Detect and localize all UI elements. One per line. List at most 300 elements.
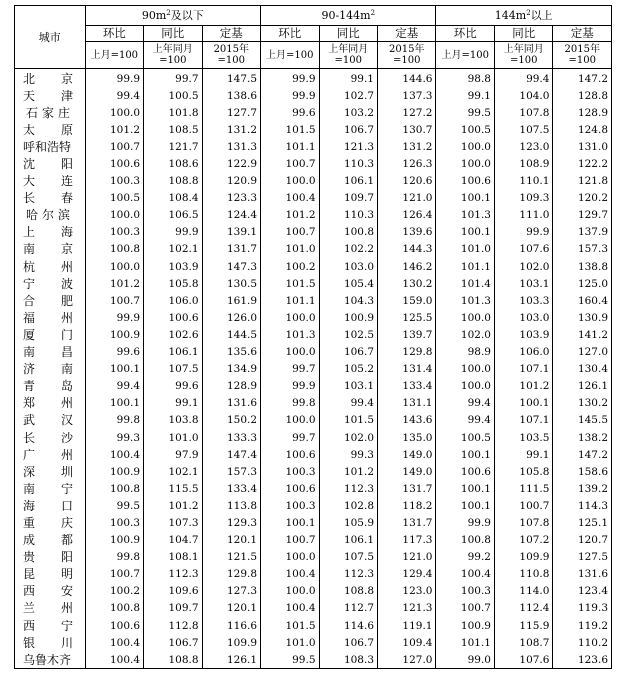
cell-base-small: 109.9 [202, 634, 260, 651]
cell-mom-medium: 100.7 [261, 532, 319, 549]
cell-base-medium: 144.6 [378, 69, 436, 88]
cell-yoy-large: 99.9 [494, 224, 552, 241]
cell-mom-medium: 100.4 [261, 190, 319, 207]
subhead-base-large: 定基 [553, 26, 612, 42]
city-name-text: 合 肥 [23, 293, 73, 308]
cell-yoy-medium: 99.3 [319, 446, 377, 463]
cell-yoy-small: 121.7 [144, 138, 202, 155]
cell-mom-medium: 100.6 [261, 480, 319, 497]
city-name [15, 121, 86, 138]
cell-mom-large: 100.1 [436, 190, 494, 207]
cell-mom-large: 100.4 [436, 566, 494, 583]
cell-base-medium: 139.6 [378, 224, 436, 241]
cell-mom-small: 99.9 [85, 69, 143, 88]
cell-mom-large: 101.0 [436, 241, 494, 258]
cell-yoy-small: 112.3 [144, 566, 202, 583]
city-name-text: 深 圳 [23, 464, 73, 479]
city-name-text: 太 原 [23, 122, 73, 137]
cell-base-medium: 126.4 [378, 207, 436, 224]
cell-base-medium: 130.7 [378, 121, 436, 138]
cell-base-small: 138.6 [202, 87, 260, 104]
cell-yoy-large: 99.4 [494, 69, 552, 88]
cell-mom-small: 100.0 [85, 258, 143, 275]
cell-base-medium: 125.5 [378, 309, 436, 326]
cell-base-medium: 149.0 [378, 463, 436, 480]
cell-yoy-large: 103.9 [494, 326, 552, 343]
city-name-text: 呼和浩特 [23, 139, 72, 154]
city-name [15, 480, 86, 497]
cell-yoy-large: 109.9 [494, 549, 552, 566]
cell-base-small: 135.6 [202, 344, 260, 361]
subhead-base-medium: 定基 [378, 26, 436, 42]
cell-yoy-small: 106.0 [144, 292, 202, 309]
cell-mom-medium: 101.5 [261, 121, 319, 138]
cell-mom-medium: 100.4 [261, 600, 319, 617]
cell-yoy-small: 100.6 [144, 309, 202, 326]
cell-mom-small: 100.6 [85, 155, 143, 172]
cell-mom-large: 100.5 [436, 429, 494, 446]
cell-yoy-large: 107.8 [494, 514, 552, 531]
cell-yoy-small: 101.8 [144, 104, 202, 121]
cell-yoy-small: 106.5 [144, 207, 202, 224]
cell-mom-medium: 101.5 [261, 275, 319, 292]
cell-base-large: 119.2 [553, 617, 612, 634]
cell-base-large: 125.0 [553, 275, 612, 292]
city-name-text: 西 宁 [23, 618, 73, 633]
cell-yoy-small: 107.5 [144, 361, 202, 378]
subhead-mom-medium: 环比 [261, 26, 319, 42]
city-name [15, 190, 86, 207]
cell-base-small: 133.3 [202, 429, 260, 446]
cell-mom-small: 100.4 [85, 446, 143, 463]
cell-mom-medium: 101.5 [261, 617, 319, 634]
table-row [15, 309, 612, 326]
cell-yoy-small: 115.5 [144, 480, 202, 497]
basis-mom-small: 上月=100 [85, 42, 143, 69]
cell-mom-small: 100.0 [85, 207, 143, 224]
subhead-base-small: 定基 [202, 26, 260, 42]
table-row [15, 104, 612, 121]
cell-base-small: 131.6 [202, 395, 260, 412]
cell-yoy-medium: 121.3 [319, 138, 377, 155]
cell-yoy-medium: 102.0 [319, 429, 377, 446]
basis-mom-medium: 上月=100 [261, 42, 319, 69]
cell-mom-large: 100.7 [436, 600, 494, 617]
city-name [15, 651, 86, 669]
city-name-text: 沈 阳 [23, 157, 73, 172]
cell-mom-large: 100.1 [436, 224, 494, 241]
table-row [15, 446, 612, 463]
city-name [15, 600, 86, 617]
cell-mom-large: 99.9 [436, 514, 494, 531]
cell-yoy-large: 103.3 [494, 292, 552, 309]
subhead-yoy-medium: 同比 [319, 26, 377, 42]
cell-mom-large: 100.1 [436, 480, 494, 497]
table-row [15, 258, 612, 275]
cell-base-medium: 131.4 [378, 361, 436, 378]
table-row [15, 463, 612, 480]
city-name-text: 南 京 [23, 242, 73, 257]
cell-mom-large: 99.0 [436, 651, 494, 669]
cell-mom-large: 100.1 [436, 446, 494, 463]
table-row [15, 69, 612, 88]
city-name-text: 武 汉 [23, 413, 73, 428]
cell-mom-large: 101.1 [436, 634, 494, 651]
cell-mom-large: 101.1 [436, 258, 494, 275]
cell-mom-small: 99.6 [85, 344, 143, 361]
cell-mom-large: 100.3 [436, 583, 494, 600]
cell-yoy-large: 107.1 [494, 412, 552, 429]
city-name [15, 207, 86, 224]
cell-yoy-large: 102.0 [494, 258, 552, 275]
cell-base-small: 126.0 [202, 309, 260, 326]
city-name [15, 412, 86, 429]
cell-base-small: 120.1 [202, 600, 260, 617]
cell-base-small: 113.8 [202, 497, 260, 514]
cell-mom-small: 100.3 [85, 173, 143, 190]
cell-mom-small: 100.5 [85, 190, 143, 207]
cell-mom-small: 99.8 [85, 549, 143, 566]
cell-yoy-small: 108.1 [144, 549, 202, 566]
city-name-text: 重 庆 [23, 515, 73, 530]
cell-base-medium: 131.1 [378, 395, 436, 412]
cell-base-small: 131.7 [202, 241, 260, 258]
cell-base-large: 147.2 [553, 69, 612, 88]
cell-base-medium: 118.2 [378, 497, 436, 514]
cell-base-large: 139.2 [553, 480, 612, 497]
city-name [15, 514, 86, 531]
cell-mom-small: 100.3 [85, 514, 143, 531]
cell-mom-small: 100.9 [85, 463, 143, 480]
cell-base-large: 145.5 [553, 412, 612, 429]
cell-base-large: 130.9 [553, 309, 612, 326]
cell-base-medium: 109.4 [378, 634, 436, 651]
cell-yoy-large: 107.6 [494, 241, 552, 258]
city-name-text: 昆 明 [23, 567, 73, 582]
table-row [15, 378, 612, 395]
cell-yoy-medium: 107.5 [319, 549, 377, 566]
cell-base-medium: 121.3 [378, 600, 436, 617]
cell-yoy-medium: 105.9 [319, 514, 377, 531]
cell-yoy-large: 111.0 [494, 207, 552, 224]
table-row [15, 275, 612, 292]
cell-mom-small: 99.8 [85, 412, 143, 429]
cell-yoy-large: 103.0 [494, 309, 552, 326]
cell-yoy-small: 107.3 [144, 514, 202, 531]
cell-yoy-medium: 102.7 [319, 87, 377, 104]
city-name-text: 成 都 [23, 533, 73, 548]
group-header-small-area: 90m [141, 9, 167, 22]
city-name-text: 宁 波 [23, 276, 73, 291]
table-row [15, 412, 612, 429]
cell-mom-medium: 100.3 [261, 497, 319, 514]
cell-base-small: 126.1 [202, 651, 260, 669]
cell-mom-medium: 99.9 [261, 87, 319, 104]
cell-mom-large: 99.4 [436, 395, 494, 412]
city-name-text: 南 昌 [23, 345, 73, 360]
cell-yoy-large: 111.5 [494, 480, 552, 497]
city-name [15, 69, 86, 88]
cell-base-large: 131.0 [553, 138, 612, 155]
cell-yoy-medium: 106.7 [319, 121, 377, 138]
city-name-text: 西 安 [23, 584, 73, 599]
table-row [15, 651, 612, 669]
city-name [15, 309, 86, 326]
cell-yoy-large: 100.7 [494, 497, 552, 514]
table-row [15, 344, 612, 361]
cell-yoy-medium: 105.4 [319, 275, 377, 292]
cell-yoy-large: 108.7 [494, 634, 552, 651]
table-row [15, 190, 612, 207]
cell-yoy-medium: 106.7 [319, 634, 377, 651]
cell-base-large: 121.8 [553, 173, 612, 190]
cell-yoy-small: 102.6 [144, 326, 202, 343]
city-name [15, 258, 86, 275]
cell-base-medium: 133.4 [378, 378, 436, 395]
cell-base-medium: 131.7 [378, 480, 436, 497]
city-name-text: 上 海 [23, 225, 73, 240]
city-name [15, 155, 86, 172]
cell-yoy-large: 107.8 [494, 104, 552, 121]
cell-base-small: 128.9 [202, 378, 260, 395]
cell-mom-small: 99.5 [85, 497, 143, 514]
cell-yoy-large: 107.5 [494, 121, 552, 138]
subhead-yoy-large: 同比 [494, 26, 552, 42]
basis-yoy-large: 上年同月=100 [494, 42, 552, 69]
cell-base-medium: 119.1 [378, 617, 436, 634]
table-body [15, 69, 612, 669]
cell-yoy-large: 110.8 [494, 566, 552, 583]
city-name-text: 贵 阳 [23, 550, 73, 565]
cell-yoy-small: 99.7 [144, 69, 202, 88]
cell-yoy-large: 109.3 [494, 190, 552, 207]
cell-yoy-medium: 108.8 [319, 583, 377, 600]
city-name [15, 378, 86, 395]
basis-base-medium: 2015年=100 [378, 42, 436, 69]
cell-base-small: 127.7 [202, 104, 260, 121]
cell-yoy-medium: 101.2 [319, 463, 377, 480]
cell-base-small: 147.4 [202, 446, 260, 463]
cell-yoy-large: 108.9 [494, 155, 552, 172]
basis-base-small: 2015年=100 [202, 42, 260, 69]
city-name [15, 173, 86, 190]
cell-mom-large: 100.0 [436, 361, 494, 378]
cell-mom-small: 100.1 [85, 361, 143, 378]
group-header-small-sup: 2 [166, 9, 171, 17]
cell-yoy-small: 108.4 [144, 190, 202, 207]
cell-base-small: 124.4 [202, 207, 260, 224]
city-name-text: 石 家 庄 [26, 105, 70, 120]
group-header-medium [261, 6, 436, 26]
cell-yoy-medium: 100.9 [319, 309, 377, 326]
basis-mom-large: 上月=100 [436, 42, 494, 69]
cell-mom-large: 100.1 [436, 497, 494, 514]
cell-base-small: 127.3 [202, 583, 260, 600]
cell-yoy-large: 112.4 [494, 600, 552, 617]
table-header [15, 6, 612, 69]
cell-base-large: 130.2 [553, 395, 612, 412]
cell-mom-small: 100.3 [85, 224, 143, 241]
cell-yoy-small: 109.6 [144, 583, 202, 600]
cell-mom-large: 99.2 [436, 549, 494, 566]
cell-base-large: 158.6 [553, 463, 612, 480]
city-name [15, 361, 86, 378]
cell-mom-small: 100.2 [85, 583, 143, 600]
cell-mom-medium: 100.0 [261, 583, 319, 600]
table-row [15, 566, 612, 583]
cell-mom-small: 100.0 [85, 104, 143, 121]
table-row [15, 600, 612, 617]
city-name [15, 395, 86, 412]
cell-mom-small: 100.7 [85, 566, 143, 583]
cell-yoy-small: 101.2 [144, 497, 202, 514]
group-header-large-area: 144m [494, 9, 527, 22]
cell-yoy-large: 101.2 [494, 378, 552, 395]
cell-base-medium: 127.0 [378, 651, 436, 669]
cell-base-medium: 126.3 [378, 155, 436, 172]
cell-mom-medium: 99.9 [261, 378, 319, 395]
cell-mom-small: 101.2 [85, 121, 143, 138]
cell-base-medium: 159.0 [378, 292, 436, 309]
cell-yoy-medium: 102.8 [319, 497, 377, 514]
basis-yoy-small: 上年同月=100 [144, 42, 202, 69]
cell-yoy-large: 114.0 [494, 583, 552, 600]
cell-base-large: 122.2 [553, 155, 612, 172]
cell-base-medium: 129.8 [378, 344, 436, 361]
cell-base-large: 110.2 [553, 634, 612, 651]
cell-mom-small: 100.7 [85, 138, 143, 155]
cell-base-large: 129.7 [553, 207, 612, 224]
cell-base-small: 131.2 [202, 121, 260, 138]
cell-mom-medium: 99.8 [261, 395, 319, 412]
city-name [15, 326, 86, 343]
cell-base-large: 120.7 [553, 532, 612, 549]
cell-mom-large: 100.0 [436, 309, 494, 326]
table-row [15, 138, 612, 155]
cell-yoy-medium: 99.4 [319, 395, 377, 412]
cell-base-medium: 135.0 [378, 429, 436, 446]
city-name-text: 南 宁 [23, 481, 73, 496]
cell-mom-small: 100.9 [85, 326, 143, 343]
cell-base-large: 131.6 [553, 566, 612, 583]
table-row [15, 634, 612, 651]
cell-yoy-large: 100.1 [494, 395, 552, 412]
city-name [15, 87, 86, 104]
cell-base-medium: 146.2 [378, 258, 436, 275]
cell-yoy-medium: 99.1 [319, 69, 377, 88]
cell-base-large: 141.2 [553, 326, 612, 343]
cell-yoy-large: 105.8 [494, 463, 552, 480]
city-name-text: 厦 门 [23, 327, 73, 342]
cell-base-small: 120.1 [202, 532, 260, 549]
cell-mom-large: 100.6 [436, 463, 494, 480]
cell-yoy-large: 103.1 [494, 275, 552, 292]
cell-yoy-medium: 103.2 [319, 104, 377, 121]
table-row [15, 532, 612, 549]
cell-mom-small: 101.2 [85, 275, 143, 292]
cell-mom-medium: 99.6 [261, 104, 319, 121]
cell-yoy-small: 101.0 [144, 429, 202, 446]
cell-mom-medium: 100.6 [261, 446, 319, 463]
table-row [15, 549, 612, 566]
city-name-text: 郑 州 [23, 396, 73, 411]
city-name [15, 583, 86, 600]
cell-mom-large: 98.9 [436, 344, 494, 361]
cell-base-small: 131.3 [202, 138, 260, 155]
cell-yoy-small: 112.8 [144, 617, 202, 634]
cell-base-large: 125.1 [553, 514, 612, 531]
city-name-text: 长 春 [23, 191, 73, 206]
city-name-text: 大 连 [23, 174, 73, 189]
cell-yoy-medium: 103.0 [319, 258, 377, 275]
cell-base-small: 161.9 [202, 292, 260, 309]
city-name [15, 138, 86, 155]
cell-yoy-small: 97.9 [144, 446, 202, 463]
city-name-text: 广 州 [23, 447, 73, 462]
cell-base-small: 157.3 [202, 463, 260, 480]
cell-yoy-small: 108.5 [144, 121, 202, 138]
cell-base-large: 127.5 [553, 549, 612, 566]
cell-base-large: 126.1 [553, 378, 612, 395]
cell-mom-large: 100.5 [436, 121, 494, 138]
cell-yoy-medium: 112.3 [319, 480, 377, 497]
city-name [15, 634, 86, 651]
cell-base-small: 123.3 [202, 190, 260, 207]
cell-yoy-small: 108.8 [144, 173, 202, 190]
cell-yoy-small: 99.9 [144, 224, 202, 241]
cell-mom-small: 99.9 [85, 309, 143, 326]
cell-base-large: 127.0 [553, 344, 612, 361]
city-name [15, 429, 86, 446]
cell-mom-small: 100.8 [85, 480, 143, 497]
city-name-text: 哈 尔 滨 [26, 208, 70, 223]
cell-yoy-medium: 109.7 [319, 190, 377, 207]
city-name-text: 杭 州 [23, 259, 73, 274]
city-name [15, 446, 86, 463]
cell-base-medium: 121.0 [378, 190, 436, 207]
cell-yoy-small: 108.8 [144, 651, 202, 669]
city-name-text: 济 南 [23, 362, 73, 377]
cell-mom-small: 100.4 [85, 651, 143, 669]
group-header-small-suffix: 及以下 [170, 9, 204, 22]
city-name-text: 海 口 [23, 498, 73, 513]
table-row [15, 361, 612, 378]
subhead-yoy-small: 同比 [144, 26, 202, 42]
city-name-text: 福 州 [23, 310, 73, 325]
cell-base-large: 147.2 [553, 446, 612, 463]
cell-yoy-small: 102.1 [144, 241, 202, 258]
cell-yoy-small: 102.1 [144, 463, 202, 480]
city-name [15, 292, 86, 309]
cell-mom-large: 100.8 [436, 532, 494, 549]
cell-base-large: 124.8 [553, 121, 612, 138]
cell-mom-small: 99.4 [85, 378, 143, 395]
cell-yoy-large: 115.9 [494, 617, 552, 634]
cell-base-small: 147.5 [202, 69, 260, 88]
cell-mom-large: 100.0 [436, 138, 494, 155]
table-row [15, 617, 612, 634]
cell-yoy-small: 104.7 [144, 532, 202, 549]
cell-yoy-medium: 102.2 [319, 241, 377, 258]
cell-yoy-large: 99.1 [494, 446, 552, 463]
city-name [15, 224, 86, 241]
city-column-header: 城市 [15, 6, 86, 69]
city-name [15, 566, 86, 583]
cell-base-large: 114.3 [553, 497, 612, 514]
cell-yoy-small: 100.5 [144, 87, 202, 104]
cell-base-medium: 131.2 [378, 138, 436, 155]
cell-yoy-small: 106.7 [144, 634, 202, 651]
